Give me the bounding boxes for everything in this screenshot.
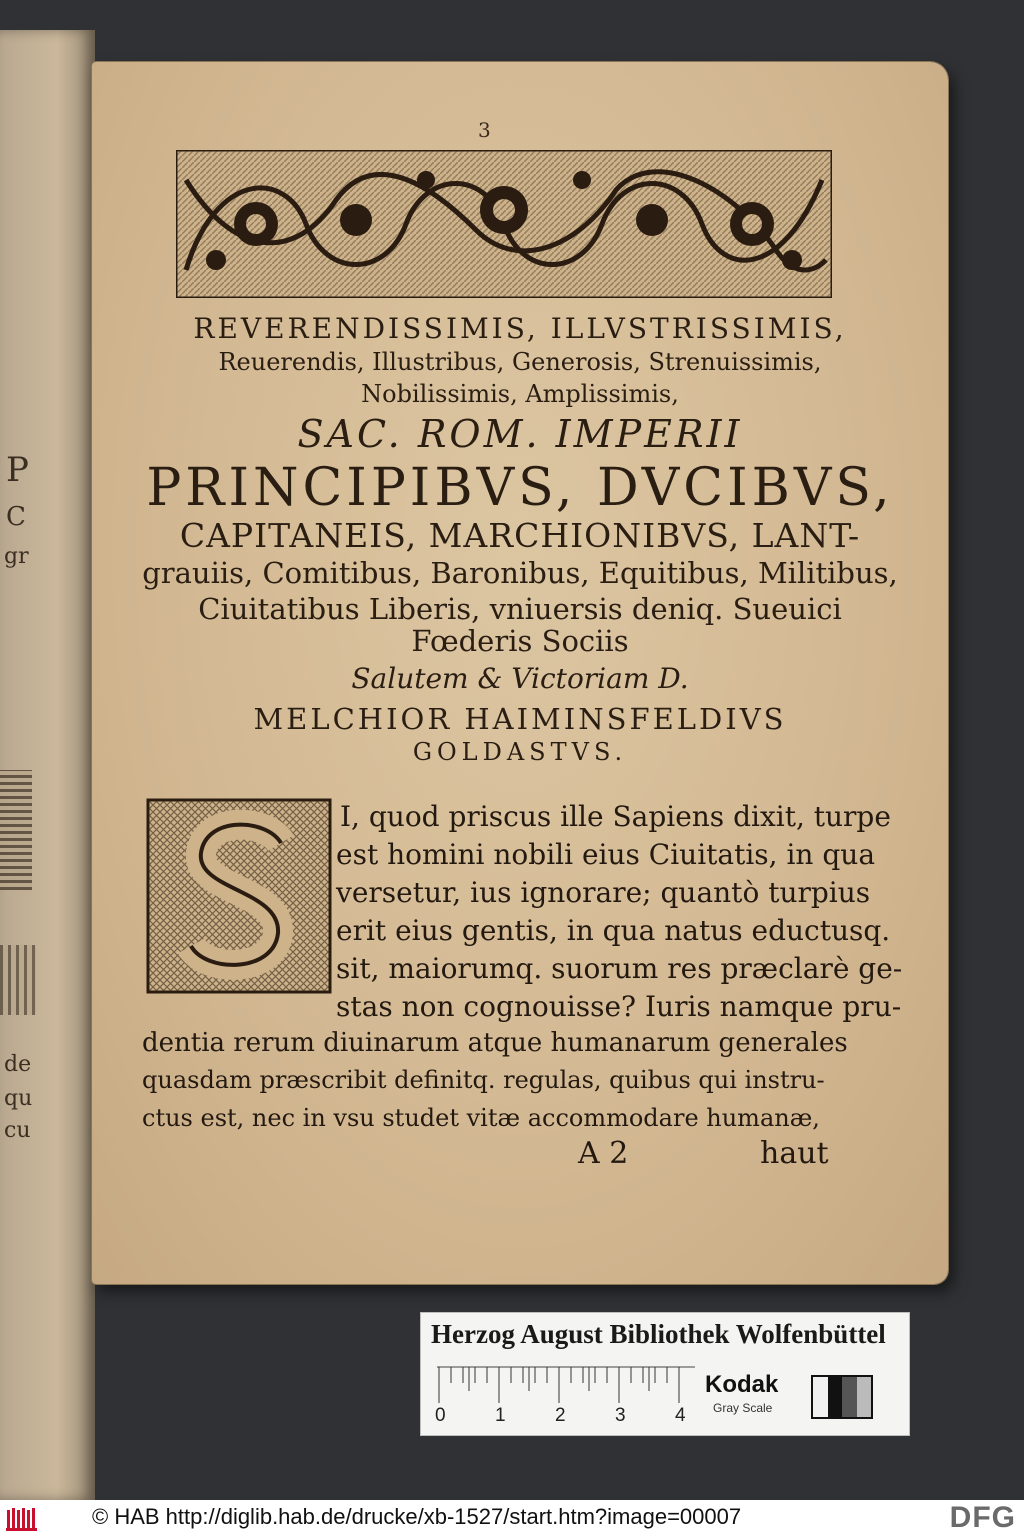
ruler-number: 2 [555, 1405, 566, 1426]
gray-swatches [811, 1375, 873, 1419]
body-line: erit eius gentis, in qua natus eductusq. [336, 914, 891, 947]
footer-bar [0, 1500, 1024, 1537]
body-line: dentia rerum diuinarum atque humanarum generales [142, 1028, 848, 1058]
body-line: quasdam præscribit definitq. regulas, quibus qui instru- [142, 1066, 825, 1094]
swatch [857, 1377, 872, 1417]
left-facing-page [0, 30, 95, 1500]
decorated-initial-s [146, 798, 332, 994]
author-name: MELCHIOR HAIMINSFELDIVS [253, 702, 787, 736]
swatch [813, 1377, 828, 1417]
body-line: I, quod priscus ille Sapiens dixit, turpe [340, 800, 891, 833]
author-name: GOLDASTVS. [412, 738, 628, 766]
dedication-line: Nobilissimis, Amplissimis, [361, 380, 679, 408]
body-line: est homini nobili eius Ciuitatis, in qua [336, 838, 876, 871]
salutation: Salutem & Victoriam D. [351, 662, 689, 695]
ruler-number: 1 [495, 1405, 506, 1426]
left-fragment: C [6, 502, 26, 532]
woodcut-fragment [0, 770, 32, 890]
color-target-card [420, 1312, 910, 1436]
dedication-line: REVERENDISSIMIS, ILLVSTRISSIMIS, [193, 312, 847, 345]
body-line: stas non cognouisse? Iuris namque pru- [336, 990, 902, 1023]
library-name: Herzog August Bibliothek Wolfenbüttel [431, 1319, 886, 1349]
body-line: ctus est, nec in vsu studet vitæ accommodare humanæ, [142, 1104, 820, 1132]
dfg-logo: DFG [949, 1501, 1016, 1534]
ruler-number: 4 [675, 1405, 686, 1426]
catchword: haut [760, 1136, 829, 1171]
dedication-line: Reuerendis, Illustribus, Generosis, Strenuissimis, [218, 348, 822, 376]
dedication-line: Ciuitatibus Liberis, vniuersis deniq. Sueuici [198, 592, 842, 626]
dedication-line: SAC. ROM. IMPERII [297, 412, 743, 456]
ornamental-headpiece [176, 150, 832, 298]
hab-logo-icon [6, 1506, 40, 1532]
ruler-number: 3 [615, 1405, 626, 1426]
copyright-url[interactable]: © HAB http://diglib.hab.de/drucke/xb-1527/start.htm?image=00007 [92, 1504, 742, 1529]
gray-scale-label: Gray Scale [713, 1401, 773, 1415]
left-fragment: de [4, 1052, 32, 1077]
left-fragment: cu [4, 1118, 31, 1143]
dedication-line: Fœderis Sociis [411, 624, 629, 658]
page-number: 3 [478, 118, 491, 142]
body-line: versetur, ius ignorare; quantò turpius [336, 876, 871, 909]
scale-ruler [437, 1365, 695, 1403]
left-fragment: P [6, 450, 29, 490]
body-line: sit, maiorumq. suorum res præclarè ge- [336, 952, 903, 985]
kodak-logo: Kodak [705, 1371, 779, 1398]
ruler-number: 0 [435, 1405, 446, 1426]
left-fragment: gr [4, 544, 29, 569]
left-fragment: qu [4, 1086, 33, 1111]
dedication-line: grauiis, Comitibus, Baronibus, Equitibus, Militibus, [142, 556, 898, 590]
dedication-title: PRINCIPIBVS, DVCIBVS, [146, 458, 894, 518]
dedication-line: CAPITANEIS, MARCHIONIBVS, LANT- [179, 516, 861, 555]
swatch [828, 1377, 843, 1417]
woodcut-fragment [0, 945, 36, 1015]
swatch [842, 1377, 857, 1417]
signature-mark: A 2 [578, 1136, 629, 1171]
